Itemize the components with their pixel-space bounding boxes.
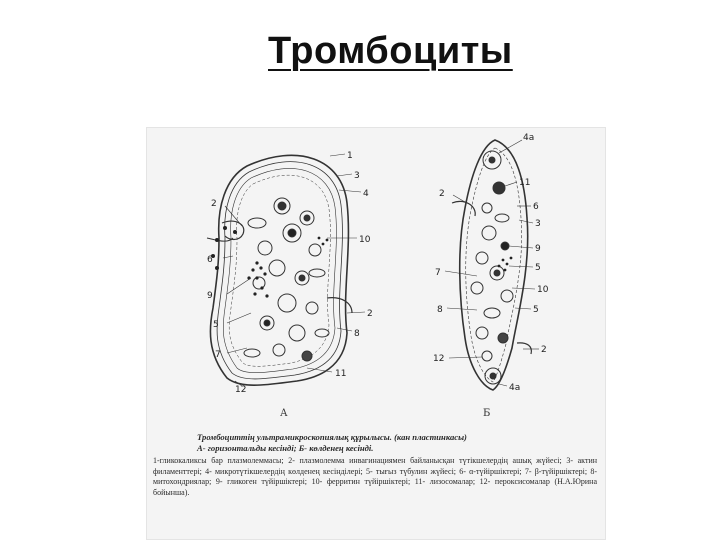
- label-a-4: 4: [363, 189, 369, 199]
- label-a-7: 7: [215, 350, 221, 360]
- figure-caption: [147, 432, 605, 539]
- label-a-10: 10: [359, 235, 371, 245]
- panel-b-label: Б: [483, 408, 491, 419]
- label-b-5-lower: 5: [533, 305, 539, 315]
- label-a-1: 1: [347, 151, 353, 161]
- label-b-6: 6: [533, 202, 539, 212]
- platelet-diagram: [147, 128, 605, 428]
- label-a-6: 6: [207, 255, 213, 265]
- caption-subtitle: А- горизонтальды кесінді; Б- көлденең кесінді.: [197, 443, 374, 453]
- label-a-11: 11: [335, 369, 347, 379]
- label-a-3: 3: [354, 171, 360, 181]
- label-a-12: 12: [235, 385, 247, 395]
- labels-a: [207, 151, 373, 395]
- label-b-11: 11: [519, 178, 531, 188]
- label-a-2-lower: 2: [367, 309, 373, 319]
- label-b-7: 7: [435, 268, 441, 278]
- label-b-4a-bottom: 4a: [509, 383, 521, 393]
- label-b-3: 3: [535, 219, 541, 229]
- label-b-5: 5: [535, 263, 541, 273]
- label-b-10: 10: [537, 285, 549, 295]
- label-b-4a-top: 4a: [523, 133, 535, 143]
- panel-a-label: А: [280, 408, 288, 419]
- label-a-5: 5: [213, 320, 219, 330]
- label-b-2: 2: [439, 189, 445, 199]
- label-a-9: 9: [207, 291, 213, 301]
- slide-title: Тромбоциты: [268, 30, 513, 72]
- caption-legend: 1-гликокаликсы бар плазмолеммасы; 2- плазмолемма инвагинациямен байланысқан түтікшелердің ашық жүйесі; 3- актин филаменттері; 4- микротүтікшелердің көлденең кесінділері; 5- тығыз түбулин жүйесі; 6- α-түйіршіктері; 7- β-түйіршіктері; 8- митохондриялар; 9- гликоген түйіршіктері; 10- ферритин түйіршіктері; 11- лизосомалар; 12- пероксисомалар (Н.А.Юрина бойынша).: [153, 456, 597, 497]
- label-b-2-lower: 2: [541, 345, 547, 355]
- label-b-8: 8: [437, 305, 443, 315]
- label-b-12: 12: [433, 354, 445, 364]
- platelet-a-drawing: [207, 155, 352, 385]
- label-a-8: 8: [354, 329, 360, 339]
- label-a-2: 2: [211, 199, 217, 209]
- platelet-ultrastructure-figure: [146, 127, 606, 540]
- caption-title: Тромбоциттің ультрамикроскопиялық құрылысы. (кан пластинкасы): [197, 432, 467, 442]
- label-b-9: 9: [535, 244, 541, 254]
